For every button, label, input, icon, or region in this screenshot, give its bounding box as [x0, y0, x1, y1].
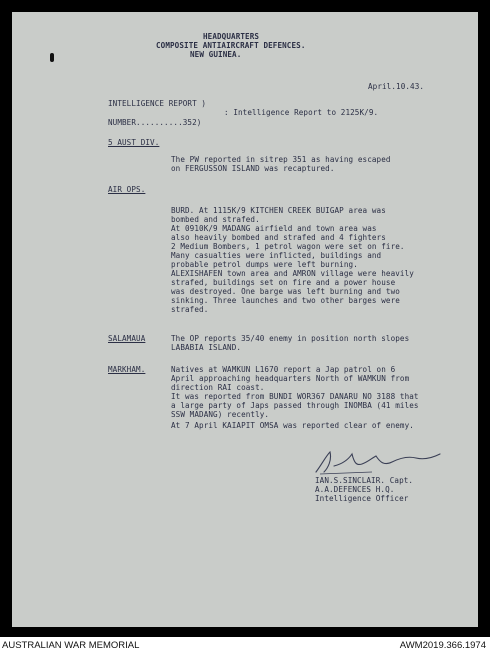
archive-footer	[0, 637, 490, 653]
section-2-line-6: Many casualties were inflicted, buildings and	[171, 251, 382, 260]
header-line-3: NEW GUINEA.	[190, 50, 242, 59]
report-date: April.10.43.	[368, 82, 425, 91]
report-number: NUMBER..........352)	[108, 118, 202, 127]
section-1-line-1: The PW reported in sitrep 351 as having escaped	[171, 155, 391, 164]
report-reference: : Intelligence Report to 2125K/9.	[224, 108, 379, 117]
signature-role: Intelligence Officer	[315, 494, 409, 503]
signature-unit: A.A.DEFENCES H.Q.	[315, 485, 395, 494]
section-1-line-2: on FERGUSSON ISLAND was recaptured.	[171, 164, 335, 173]
section-3-line-1: The OP reports 35/40 enemy in position north slopes	[171, 334, 410, 343]
section-4-line-3: direction RAI coast.	[171, 383, 265, 392]
punch-hole-mark	[50, 53, 54, 62]
section-2-line-3: At 0910K/9 MADANG airfield and town area was	[171, 224, 377, 233]
signature-name: IAN.S.SINCLAIR. Capt.	[315, 476, 414, 485]
document-page	[12, 12, 478, 627]
section-2-line-1: BURD. At 1115K/9 KITCHEN CREEK BUIGAP area was	[171, 206, 386, 215]
section-3-line-2: LABABIA ISLAND.	[171, 343, 242, 352]
header-line-2: COMPOSITE ANTIAIRCRAFT DEFENCES.	[156, 41, 306, 50]
section-4-line-2: April approaching headquarters North of WAMKUN from	[171, 374, 410, 383]
section-2-line-7: probable petrol dumps were left burning.	[171, 260, 358, 269]
archive-credit: AUSTRALIAN WAR MEMORIAL	[2, 640, 140, 651]
section-heading-air-ops: AIR OPS.	[108, 185, 146, 194]
section-4-line-5: a large party of Japs passed through INOMBA (41 miles	[171, 401, 419, 410]
section-heading-5-aust-div: 5 AUST DIV.	[108, 138, 160, 147]
section-2-line-9: strafed, buildings set on fire and a power house	[171, 278, 396, 287]
section-4-line-1: Natives at WAMKUN L1670 report a Jap patrol on 6	[171, 365, 396, 374]
section-heading-salamaua: SALAMAUA	[108, 334, 146, 343]
section-2-line-11: sinking. Three launches and two other barges were	[171, 296, 400, 305]
section-2-line-4: also heavily bombed and strafed and 4 fighters	[171, 233, 386, 242]
section-4-line-4: It was reported from BUNDI WOR367 DANARU NO 3188 that	[171, 392, 419, 401]
handwritten-signature	[312, 442, 452, 478]
section-2-line-2: bombed and strafed.	[171, 215, 260, 224]
section-heading-markham: MARKHAM.	[108, 365, 146, 374]
section-2-line-12: strafed.	[171, 305, 209, 314]
section-2-line-8: ALEXISHAFEN town area and AMRON village were heavily	[171, 269, 414, 278]
section-2-line-5: 2 Medium Bombers, 1 petrol wagon were set on fire.	[171, 242, 405, 251]
archive-reference: AWM2019.366.1974	[399, 640, 486, 651]
section-4-line-6: SSW MADANG) recently.	[171, 410, 270, 419]
report-label-line-1: INTELLIGENCE REPORT )	[108, 99, 207, 108]
section-2-line-10: was destroyed. One barge was left burning and two	[171, 287, 400, 296]
header-line-1: HEADQUARTERS	[203, 32, 260, 41]
section-4-line-7: At 7 April KAIAPIT OMSA was reported clear of enemy.	[171, 421, 414, 430]
